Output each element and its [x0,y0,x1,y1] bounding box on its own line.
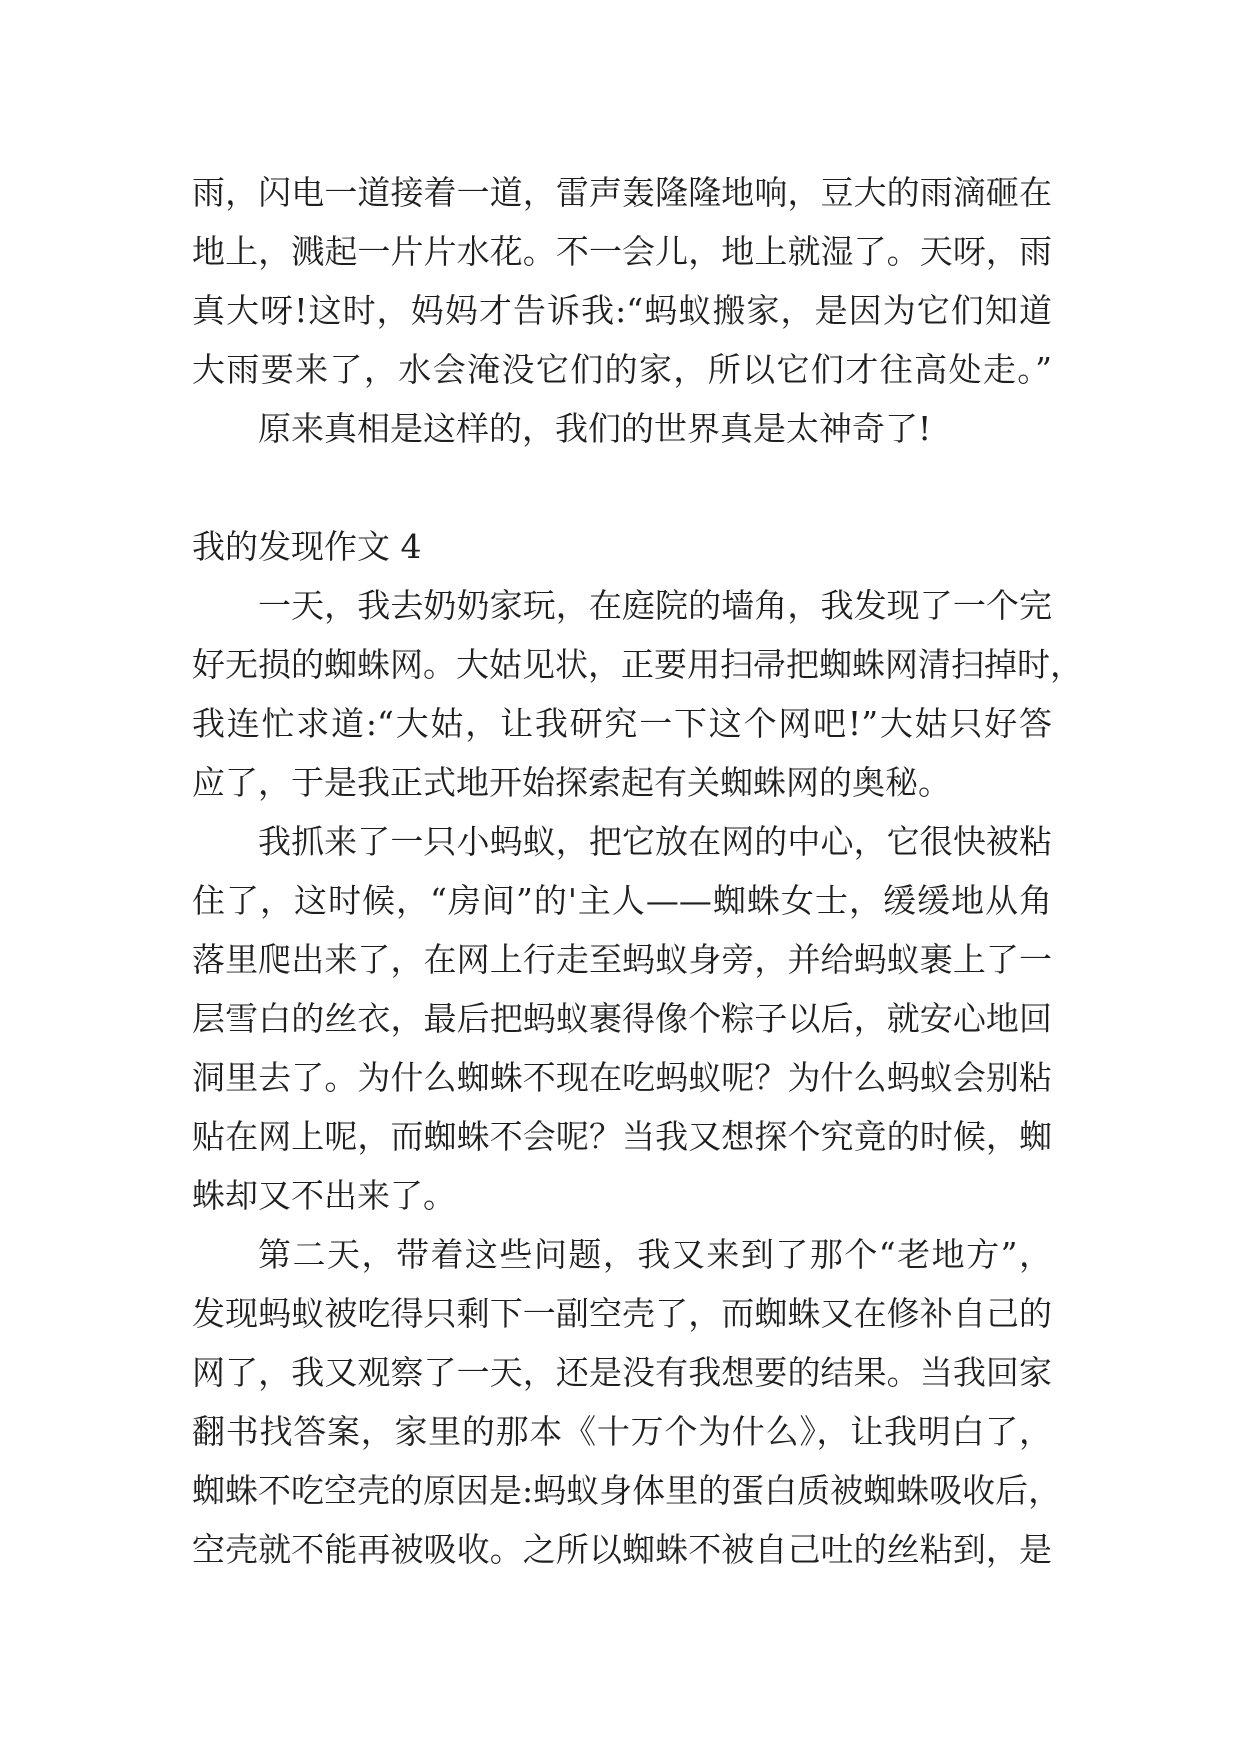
text-line: 翻书找答案，家里的那本《十万个为什么》，让我明白了， [192,1412,1052,1451]
text-line: 第二天，带着这些问题，我又来到了那个“老地方”， [258,1235,1052,1274]
text-line: 层雪白的丝衣，最后把蚂蚁裹得像个粽子以后，就安心地回 [192,999,1052,1038]
text-line: 雨，闪电一道接着一道，雷声轰隆隆地响，豆大的雨滴砸在 [192,173,1052,212]
text-line: 空壳就不能再被吸收。之所以蜘蛛不被自己吐的丝粘到，是 [192,1530,1052,1569]
text-line: 洞里去了。为什么蜘蛛不现在吃蚂蚁呢？为什么蚂蚁会别粘 [192,1058,1052,1097]
text-line: 原来真相是这样的，我们的世界真是太神奇了! [258,409,932,448]
text-line: 地上，溅起一片片水花。不一会儿，地上就湿了。天呀，雨 [192,232,1052,271]
paragraph-intro [192,163,1052,399]
text-line: 蛛却又不出来了。 [192,1176,456,1215]
paragraph-3 [192,1225,1062,1579]
text-line: 蜘蛛不吃空壳的原因是:蚂蚁身体里的蛋白质被蜘蛛吸收后， [192,1471,1062,1510]
essay-title: 我的发现作文 4 [192,527,422,566]
document-body [192,163,1083,1579]
paragraph-gap [192,458,1052,517]
text-line: 好无损的蜘蛛网。大姑见状，正要用扫帚把蜘蛛网清扫掉时， [192,645,1083,684]
text-line: 真大呀!这时，妈妈才告诉我:“蚂蚁搬家，是因为它们知道 [192,291,1052,330]
paragraph-2 [192,812,1052,1225]
paragraph-conclusion [192,399,1052,458]
text-line: 落里爬出来了，在网上行走至蚂蚁身旁，并给蚂蚁裹上了一 [192,940,1052,979]
text-line: 我抓来了一只小蚂蚁，把它放在网的中心，它很快被粘 [258,822,1052,861]
text-line: 网了，我又观察了一天，还是没有我想要的结果。当我回家 [192,1353,1052,1392]
paragraph-1 [192,576,1083,812]
text-line: 应了，于是我正式地开始探索起有关蜘蛛网的奥秘。 [192,763,951,802]
text-line: 我连忙求道:“大姑，让我研究一下这个网吧!”大姑只好答 [192,704,1052,743]
text-line: 贴在网上呢，而蜘蛛不会呢？当我又想探个究竟的时候，蜘 [192,1117,1052,1156]
text-line: 大雨要来了，水会淹没它们的家，所以它们才往高处走。” [192,350,1052,389]
text-line: 一天，我去奶奶家玩，在庭院的墙角，我发现了一个完 [258,586,1052,625]
text-line: 发现蚂蚁被吃得只剩下一副空壳了，而蜘蛛又在修补自己的 [192,1294,1052,1333]
text-line: 住了，这时候，“房间”的'主人——蜘蛛女士，缓缓地从角 [192,881,1052,920]
